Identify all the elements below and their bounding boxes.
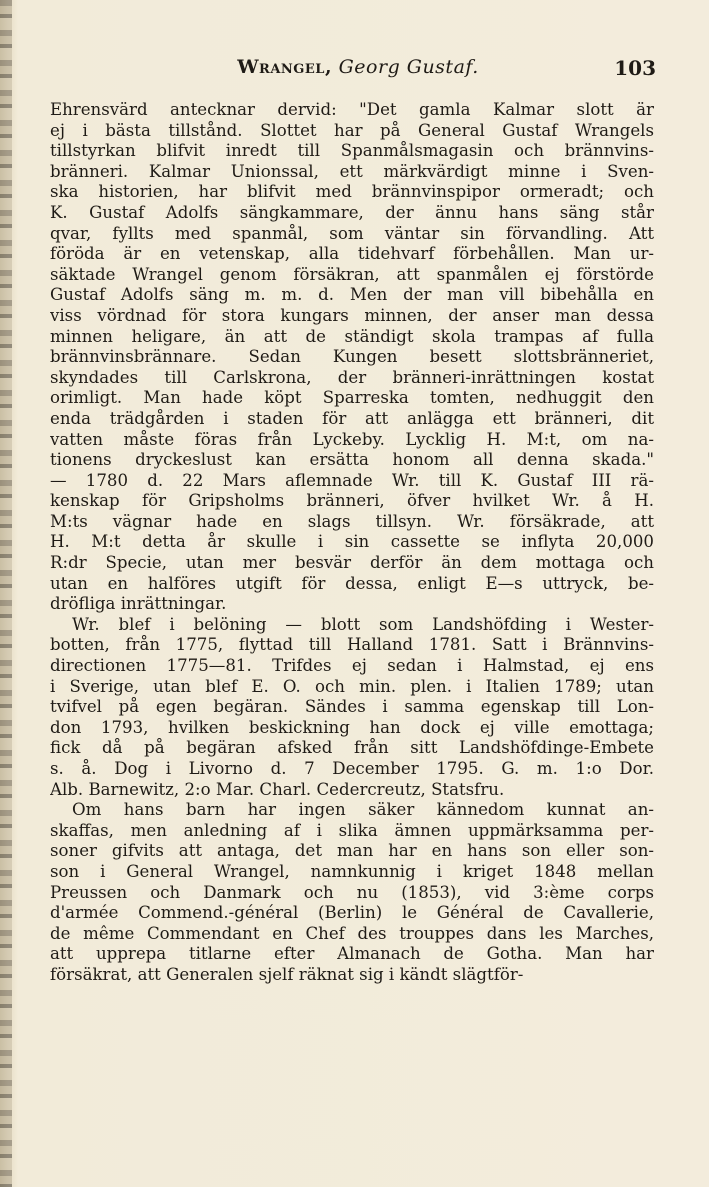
text-line: föröda är en vetenskap, alla tidehvarf förbehållen. Man ur- bbox=[50, 244, 654, 264]
text-line: Preussen och Danmark och nu (1853), vid 3:ème corps bbox=[50, 882, 654, 902]
text-line: R:dr Specie, utan mer besvär derför än dem mottaga och bbox=[50, 553, 654, 573]
text-line: botten, från 1775, flyttad till Halland 1781. Satt i Brännvins- bbox=[50, 635, 654, 655]
paragraph bbox=[50, 100, 654, 615]
text-line: att upprepa titlarne efter Almanach de Gotha. Man har bbox=[50, 944, 654, 964]
text-line: son i General Wrangel, namnkunnig i kriget 1848 mellan bbox=[50, 861, 654, 881]
running-head bbox=[60, 56, 656, 78]
body-text bbox=[50, 100, 654, 986]
text-line: ej i bästa tillstånd. Slottet har på General Gustaf Wrangels bbox=[50, 120, 654, 140]
text-line: de même Commendant en Chef des trouppes dans les Marches, bbox=[50, 923, 654, 943]
text-line: tvifvel på egen begäran. Sändes i samma egenskap till Lon- bbox=[50, 697, 654, 717]
text-line: skaffas, men anledning af i slika ämnen uppmärksamma per- bbox=[50, 820, 654, 840]
text-line: orimligt. Man hade köpt Sparreska tomten, nedhuggit den bbox=[50, 388, 654, 408]
text-line: — 1780 d. 22 Mars aflemnade Wr. till K. Gustaf III rä- bbox=[50, 470, 654, 490]
text-line: skyndades till Carlskrona, der bränneri-inrättningen kostat bbox=[50, 367, 654, 387]
text-line: i Sverige, utan blef E. O. och min. plen. i Italien 1789; utan bbox=[50, 676, 654, 696]
text-line: don 1793, hvilken beskickning han dock ej ville emottaga; bbox=[50, 717, 654, 737]
text-line: ska historien, har blifvit med brännvinspipor ormeradt; och bbox=[50, 182, 654, 202]
text-line: K. Gustaf Adolfs sängkammare, der ännu hans säng står bbox=[50, 202, 654, 222]
paragraph bbox=[50, 800, 654, 985]
text-line: säktade Wrangel genom försäkran, att spanmålen ej förstörde bbox=[50, 264, 654, 284]
page-number: 103 bbox=[614, 56, 656, 80]
text-line: försäkrat, att Generalen sjelf räknat sig i kändt slägtför- bbox=[50, 964, 524, 984]
text-line: fick då på begäran afsked från sitt Landshöfdinge-Embete bbox=[50, 738, 654, 758]
text-line: bränneri. Kalmar Unionssal, ett märkvärdigt minne i Sven- bbox=[50, 161, 654, 181]
running-head-given-names: Georg Gustaf. bbox=[338, 56, 479, 78]
text-line: M:ts vägnar hade en slags tillsyn. Wr. försäkrade, att bbox=[50, 511, 654, 531]
text-line: enda trädgården i staden för att anlägga ett bränneri, dit bbox=[50, 408, 654, 428]
text-line: viss vördnad för stora kungars minnen, der anser man dessa bbox=[50, 305, 654, 325]
text-line: minnen heligare, än att de ständigt skola trampas af fulla bbox=[50, 326, 654, 346]
text-line: utan en halföres utgift för dessa, enligt E—s uttryck, be- bbox=[50, 573, 654, 593]
text-line: directionen 1775—81. Trifdes ej sedan i Halmstad, ej ens bbox=[50, 656, 654, 676]
paragraph bbox=[50, 615, 654, 800]
text-line: s. å. Dog i Livorno d. 7 December 1795. G. m. 1:o Dor. bbox=[50, 759, 654, 778]
text-line: soner gifvits att antaga, det man har en hans son eller son- bbox=[50, 841, 654, 861]
page-gutter-edge bbox=[0, 0, 12, 1187]
text-line: tionens dryckeslust kan ersätta honom all denna skada." bbox=[50, 450, 654, 470]
text-line: H. M:t detta år skulle i sin cassette se inflyta 20,000 bbox=[50, 532, 654, 552]
text-line: Wr. blef i belöning — blott som Landshöfding i Wester- bbox=[72, 614, 654, 634]
text-line: Alb. Barnewitz, 2:o Mar. Charl. Cedercreutz, Statsfru. bbox=[50, 779, 505, 799]
text-line: kenskap för Gripsholms bränneri, öfver hvilket Wr. å H. bbox=[50, 491, 654, 511]
text-line: qvar, fyllts med spanmål, som väntar sin förvandling. Att bbox=[50, 223, 654, 243]
text-line: Om hans barn har ingen säker kännedom kunnat an- bbox=[72, 800, 654, 820]
text-line: tillstyrkan blifvit inredt till Spanmålsmagasin och brännvins- bbox=[50, 141, 654, 161]
text-line: vatten måste föras från Lyckeby. Lycklig H. M:t, om na- bbox=[50, 429, 654, 449]
text-line: d'armée Commend.-général (Berlin) le Général de Cavallerie, bbox=[50, 903, 654, 923]
text-line: dröfliga inrättningar. bbox=[50, 594, 227, 614]
running-head-surname: Wrangel, bbox=[237, 56, 333, 78]
text-line: Gustaf Adolfs säng m. m. d. Men der man vill bibehålla en bbox=[50, 285, 654, 305]
page-header bbox=[60, 56, 656, 90]
text-line: brännvinsbrännare. Sedan Kungen besett slottsbränneriet, bbox=[50, 347, 654, 367]
text-line: Ehrensvärd antecknar dervid: "Det gamla Kalmar slott är bbox=[50, 100, 654, 119]
